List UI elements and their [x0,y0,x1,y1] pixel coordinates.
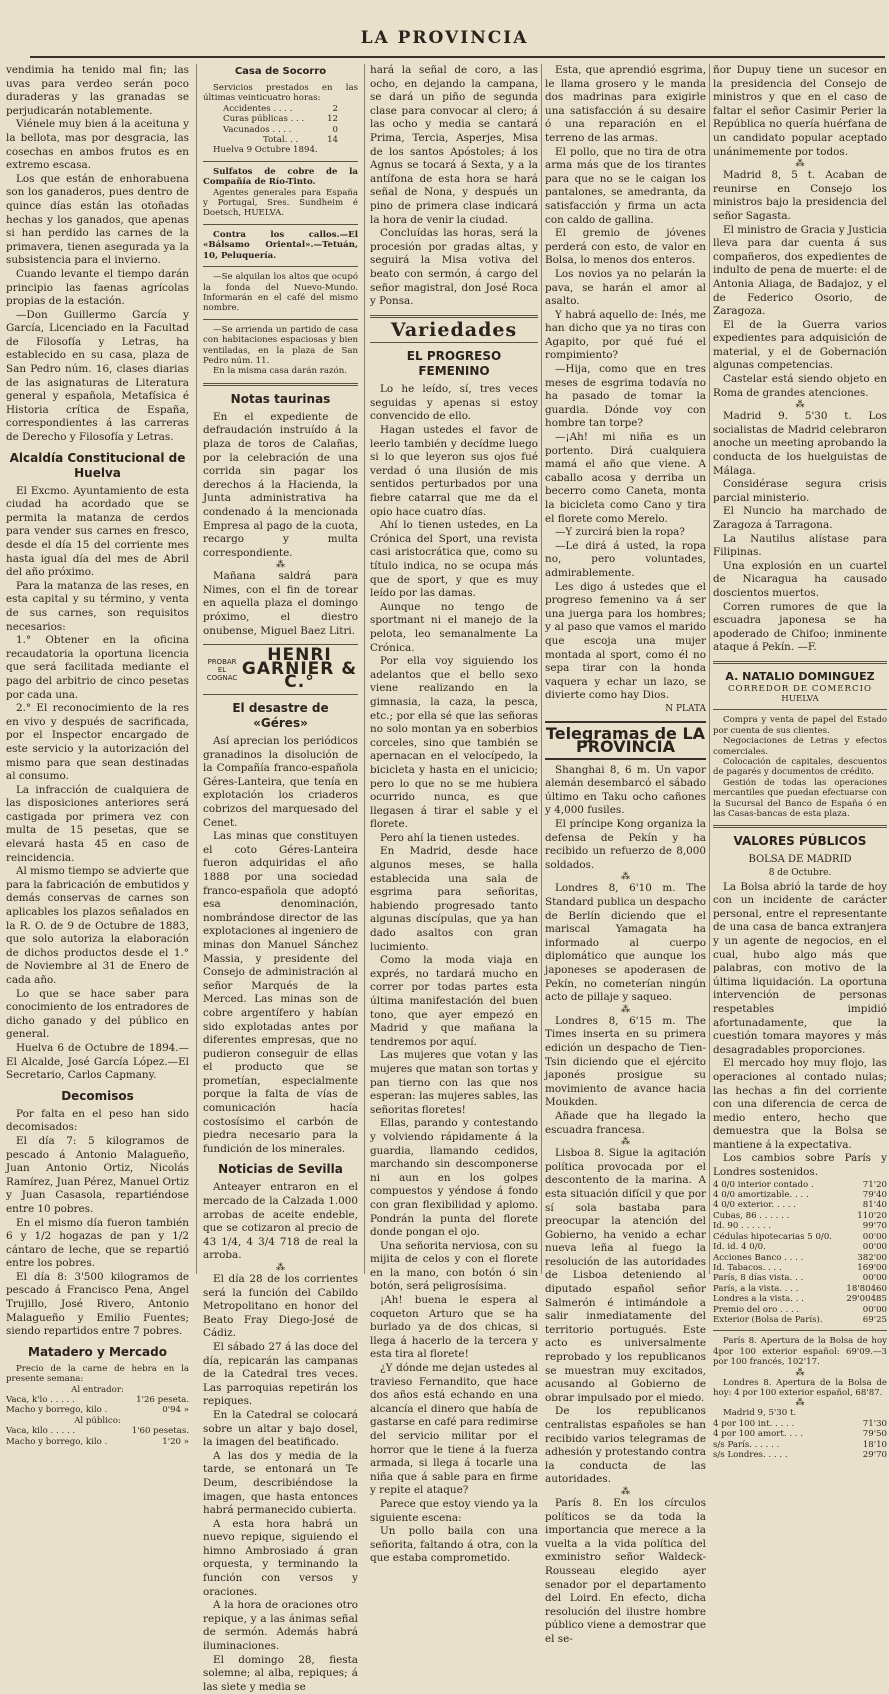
quote-label: Premio del oro . . . . [713,1304,800,1315]
paragraph: La Bolsa abrió la tarde de hoy con un incidente de carácter personal, entre el representante de una casa de banca extranjera y un agente de negocios, en el cual, hubo algo más que palabras, con motivo de la última liquidación. La oportuna intervención de personas respetables impidió afortunadamente, que la cuestión tomara mayores y más desagradables proporciones. [713,880,887,1056]
paragraph: Pero ahí la tienen ustedes. [380,831,520,844]
paragraph: Madrid 8, 5 t. Acaban de reunirse en Consejo los ministros bajo la presidencia del señor Sagasta. [713,169,887,222]
quote-row [713,1294,887,1304]
date: 8 de Octubre. [768,868,832,878]
paragraph: A la hora de oraciones otro repique, y a las ánimas señal de sermón. Además habrá iluminaciones. [203,1599,358,1653]
paragraph: Las mujeres que votan y las mujeres que matan son tortas y pan tierno con las que nos esperan: las mujeres sables, las señoritas floretes! [370,1049,538,1116]
paragraph: Ellas, parando y contestando y volviendo rápidamente á la guardia, llamando cedidos, marchando sin descomponerse ni aun en los golpes compuestos y yéndose á fondo con gran flexibilidad y aplomo. Pondrán la punta del florete donde pongan el ojo. [370,1117,538,1239]
quote-value: 00'00 [862,1242,887,1253]
quote-row [713,1242,887,1252]
quote-row [713,1190,887,1200]
separator-stars: ⁂ [621,1137,630,1148]
paragraph: Al mismo tiempo se advierte que para la fabricación de embutidos y demás conservas de carnes son aplicables los plazos señalados en la R. O. de 9 de Octubre de 1883, que solo autoriza la elaboración de dichos productos desde el 1.° de Noviembre al 31 de Enero de cada año. [6,865,189,986]
paragraph: Corren rumores de que la escuadra japonesa se ha apoderado de Chifoo; inminente ataque á Pekín. —F. [713,600,887,654]
quote-value: 71'20 [862,1179,887,1190]
section-heading: Notas taurinas [230,391,331,406]
paragraph: Londres 8. Apertura de la Bolsa de hoy: 4 por 100 exterior español, 68'87. [713,1377,887,1398]
divider [203,383,358,386]
paragraph: El príncipe Kong organiza la defensa de Pekín y ha recibido un refuerzo de 8,000 soldados. [545,818,706,871]
stat-row: Curas públicas . . . 12 [223,114,338,125]
paragraph: Y habrá aquello de: Inés, me han dicho que ya no tiras con Agapito, por qué fué el rompimiento? [545,308,706,362]
paragraph: 1.° Obtener en la oficina recaudatoria la oportuna licencia que será facilitada mediante el pago del arbitrio de cinco pesetas por cada una. [6,634,189,701]
paragraph: La Nautilus alístase para Filipinas. [713,532,887,559]
quote-value: 18'10 [862,1439,887,1450]
paragraph: El mercado hoy muy flojo, las operaciones al contado nulas; las hechas a fin del corriente con una diferencia de cerca de medio entero, hecho que demuestra que la Bolsa se mantiene á la expectativa. [713,1057,887,1151]
quote-label: Londres a la vista. . . [713,1294,804,1305]
quote-value: 29'70 [862,1450,887,1460]
paragraph: Gestión de todas las operaciones mercantiles que puedan efectuarse con la Sucursal del Banco de España ó en las Casas-bancas de esta plaza. [713,777,887,819]
ad-city: HUELVA [781,693,819,704]
quote-label: Id. 90 . . . . . . [713,1221,772,1232]
paragraph: vendimia ha tenido mal fin; las uvas para verdeo serán poco duraderas y las granadas se perjudicarán notablemente. [6,64,189,117]
paragraph: El domingo 28, fiesta solemne; al alba, repiques; á las siete y media se [203,1653,358,1693]
paragraph: El día 7: 5 kilogramos de pescado á Antonio Malagueño, Juan Antonio Ortiz, Nicolás Ramírez, Juan Pérez, Manuel Ortiz y Juan Casasola, repartiéndose entre 10 pobres. [6,1134,189,1215]
paragraph: Viénele muy bien á la aceituna y la bellota, mas por desgracia, las cosechas en ambos frutos es en extremo escasa. [6,118,189,172]
quote-label: 4 0/0 interior contado . [713,1179,814,1190]
paragraph: En la Catedral se colocará sobre un altar y bajo dosel, la imagen del beatificado. [203,1408,358,1449]
column-5 [713,64,887,1460]
quote-value: 81'40 [862,1200,887,1211]
quote-value: 110'20 [857,1210,887,1221]
stat-row: Accidentes . . . . 2 [223,103,338,114]
separator-stars: ⁂ [621,1486,630,1497]
quote-row [713,1263,887,1273]
divider [713,1330,887,1331]
quote-row [713,1440,887,1450]
column-divider [541,64,542,1274]
paragraph: Aunque no tengo de sportmant ni el manejo de la pelota, leo semanalmente La Crónica. [370,600,538,654]
paragraph: Servicios prestados en las últimas veinticuatro horas: [203,83,358,104]
section-heading: Noticias de Sevilla [218,1162,343,1177]
quote-value: 79'40 [862,1190,887,1201]
paragraph: Castelar está siendo objeto en Roma de grandes atenciones. [713,373,887,399]
paragraph: El de la Guerra varios expedientes para adquisición de material, y el de Gobernación algunas competencias. [713,318,887,372]
paragraph: París 8. Apertura de la Bolsa de hoy 4por 100 exterior español: 69'09.—3 por 100 francés, 102'17. [713,1336,887,1368]
paragraph: Lisboa 8. Sigue la agitación política provocada por el descontento de la marina. A esta situación difícil y que por sí sola bastaba para preocupar la atención del Gobierno, ha venido a echar nueva leña al fuego la resolución de las autoridades de Lisboa deteniendo al diputado español señor Salmerón é intimándole a salir inmediatamente del territorio portugués. Este acto es universalmente reprobado y los republicanos se muestran muy excitados, acusando al Gobierno de obrar impulsado por el miedo. [545,1147,706,1404]
price-row: Vaca, kilo . . . . . 1'60 pesetas. [6,1426,189,1437]
paragraph: El Nuncio ha marchado de Zaragoza á Tarragona. [713,505,887,531]
separator-stars: ⁂ [621,872,630,883]
paragraph: En el expediente de defraudación instruído á la plaza de toros de Calañas, por la celebración de una corrida sin pagar los derechos á la Hacienda, la Junta administrativa ha condenado á la mencionada Empresa al pago de la cuota, recargo y multa correspondiente. [203,410,358,559]
paragraph: Los cambios sobre París y Londres sostenidos. [713,1152,887,1179]
paragraph: Como la moda viaja en exprés, no tardará mucho en correr por todas partes esta última manifestación del buen tono, que ayer empezó en Madrid y que mañana la tendremos por aquí. [370,954,538,1048]
masthead [0,0,889,62]
divider [713,661,887,664]
paragraph: Compra y venta de papel del Estado por cuenta de sus clientes. [713,715,887,736]
paragraph: Añade que ha llegado la escuadra francesa. [545,1109,706,1136]
quote-label: Cédulas hipotecarias 5 0/0. [713,1231,833,1242]
paragraph: Lo he leído, sí, tres veces seguidas y apenas si estoy convencido de ello. [370,383,538,423]
section-heading: Matadero y Mercado [28,1344,167,1359]
paragraph: ñor Dupuy tiene un sucesor en la presidencia del Consejo de ministros y que en el caso de faltar el señor Casimir Perier la República no quería huérfana de un candidato popular aceptado unánimemente por todos. [713,64,887,158]
paragraph: Negociaciones de Letras y efectos comerciales. [713,736,887,757]
paragraph: Londres 8, 6'15 m. The Times inserta en su primera edición un despacho de Tien-Tsin diciendo que el ejército japonés prosigue su movimiento de avance hacia Moukden. [545,1014,706,1109]
quote-value: 79'50 [862,1429,887,1440]
stat-total: Total. . . 14 [263,135,338,146]
paragraph: —Se alquilan los altos que ocupó la fonda del Nuevo-Mundo. Informarán en el café del mismo nombre. [203,272,358,314]
divider [370,315,538,318]
divider [713,825,887,828]
ad-name: A. NATALIO DOMINGUEZ [725,669,875,683]
paragraph: Mañana saldrá para Nimes, con el fin de torear en aquella plaza el domingo próximo, el diestro onubense, Miguel Baez Litri. [203,570,358,637]
paragraph: Considérase segura crisis parcial ministerio. [713,478,887,504]
quote-label: Cubas, 86 . . . . . . [713,1210,790,1221]
paragraph: Contra los callos.—El «Bálsamo Oriental».—Tetuán, 10, Peluquería. [203,229,358,261]
paragraph: En Madrid, desde hace algunos meses, se halla establecida una sala de esgrima para señoritas, habiendo progresado tanto algunas discípulas, que ya han dado asaltos con gran lucimiento. [370,845,538,953]
paragraph: El sábado 27 á las doce del día, repicarán las campanas de la Catedral tres veces. Las parroquias repetirán los repiques. [203,1340,358,1408]
quote-label: Id. id. 4 0/0. [713,1242,766,1253]
paragraph: Cuando levante el tiempo darán principio las faenas agrícolas propias de la estación. [6,267,189,308]
separator-stars: ⁂ [795,1398,805,1409]
quote-row [713,1429,887,1439]
column-2 [203,64,358,1693]
quotes-table [713,1419,887,1461]
subheading: Al entrador: [71,1384,124,1395]
paragraph: Los novios ya no pelarán la pava, se harán el amor al asalto. [545,267,706,308]
quote-label: 4 0/0 amortizable. . . . [713,1190,809,1201]
column-1 [6,64,189,1447]
section-heading: VALORES PÚBLICOS [733,834,867,849]
quote-value: 00'00 [862,1231,887,1242]
quote-label: Id. Tabacos. . . . [713,1262,782,1273]
paragraph: Colocación de capitales, descuentos de pagarés y documentos de crédito. [713,756,887,778]
paragraph: Para la matanza de las reses, en esta capital y su término, y venta de sus carnes, son requisitos necesarios: [6,579,189,633]
paragraph: París 8. En los círculos políticos se da toda la importancia que merece a la vuelta a la vida política del exministro señor Waldeck-Rousseau elegido ayer senador por el departamento del Loird. En efecto, dicha resolución del ilustre hombre público viene a demostrar que el se- [545,1496,706,1645]
quote-label: Exterior (Bolsa de París). [713,1314,823,1325]
paragraph: Así aprecian los periódicos granadinos la disolución de la Compañía franco-española Géres-Lanteira, que tenía en explotación los criaderos cobrizos del marquesado del Cenet. [203,735,358,829]
paragraph: El día 8: 3'500 kilogramos de pescado á Francisco Pena, Angel Trujillo, José Rivero, Antonio Malagueño y Emilio Fuentes; siendo repartidos entre 7 pobres. [6,1270,189,1338]
paragraph: Una señorita nerviosa, con su mijita de celos y con el florete en la mano, con botón ó sin botón, será peligrosísima. [370,1239,538,1293]
paragraph: En el mismo día fueron también 6 y 1/2 hogazas de pan y 1/2 cántaro de leche, que se repartió entre los pobres. [6,1216,189,1270]
paragraph: Por ella voy siguiendo los adelantos que el bello sexo viene realizando en la gimnasia, la caza, la pesca, etc.; por ella sé que las señoras no solo montan ya en soberbios corceles, sino que también se apernacan en el velocípedo, la bicicleta y hasta en el unicicio; pero lo que no se me hubiera ocurrido nunca, es que llegasen á tirar el sable y el florete. [370,655,538,831]
quote-label: s/s París. . . . . . [713,1439,780,1450]
paragraph: Les digo á ustedes que el progreso femenino va á ser una juerga para los hombres; y al paso que vamos el marido que escoja una mujer montada al sport, como él no sepa tirar con la honda vaquera y echar un lazo, se divierte como hay Dios. [545,580,706,702]
paragraph: hará la señal de coro, a las ocho, en dejando la campana, se dará un piño de segunda clase para convocar al clero; á las ocho y media se cantará Prima, Tercia, Asperjes, Misa de los santos Apóstoles; á los Agnus se tocará á Sexta, y a la antífona de esta hora se hará señal de Nona, y después un pino de primera clase indicará la hora de venir la ciudad. [370,64,538,226]
quote-row [713,1450,887,1460]
divider [203,224,358,225]
quote-label: s/s Londres. . . . . [713,1450,788,1460]
separator-stars: ⁂ [276,560,285,571]
quote-value: 29'00485 [846,1294,887,1305]
garnier-ad [203,644,358,695]
paragraph: El día 28 de los corrientes será la función del Cabildo Metropolitano en honor del Beato Fray Diego-José de Cádiz. [203,1273,358,1340]
paragraph: Madrid 9, 5'30 t. [723,1408,797,1419]
paragraph: Precio de la carne de hebra en la presente semana: [6,1363,189,1385]
paragraph: Un pollo baila con una señorita, faltando á otra, con la que estaba comprometido. [370,1525,538,1565]
quote-value: 69'25 [862,1314,887,1325]
ad-tag: PROBAR EL COGNAC [206,657,238,682]
paragraph: Concluídas las horas, será la procesión por gradas altas, y seguirá la Misa votiva del beato con sermón, á cargo del señor magistral, don José Roca y Ponsa. [370,227,538,308]
paragraph: Hagan ustedes el favor de leerlo también y decídme luego si lo que leyeron sus ojos fué verdad ó una ilusión de mis sentidos perturbados por una fiebre catarral que me da el opio hace cuatro días. [370,424,538,518]
telegram-heading: Telegramas de LA PROVINCIA [545,721,706,760]
quote-value: 71'30 [862,1418,887,1429]
quote-row [713,1180,887,1190]
paragraph: Londres 8, 6'10 m. The Standard publica un despacho de Berlín diciendo que el mariscal Yamagata ha informado al cuerpo diplomático que aunque los japoneses se apoderasen de Pekín, no cometerían ningún acto de pillaje y saqueo. [545,882,706,1004]
quote-label: 4 por 100 amort. . . . [713,1429,803,1440]
stat-row: Vacunados . . . . 0 [223,124,338,135]
paragraph: Madrid 9. 5'30 t. Los socialistas de Madrid celebraron anoche un meeting aprobando la conducta de los huelguistas de Málaga. [713,410,887,477]
article-title: EL PROGRESO FEMENINO [406,349,502,379]
section-heading: Decomisos [61,1088,134,1103]
divider [203,266,358,267]
paragraph: Los que están de enhorabuena son los ganaderos, pues dentro de quince días están las otoñadas hechas y los ganados, que apenas si han perdido las carnes de la primavera, tienen asegurada ya la subsistencia para el invierno. [6,172,189,267]
paragraph: A las dos y media de la tarde, se entonará un Te Deum, describiéndose la imagen, que hasta entonces habrá permanecido cubierta. [203,1449,358,1517]
divider [370,342,538,343]
subheading: Al público: [74,1415,121,1426]
separator-stars: ⁂ [276,1263,285,1273]
paragraph: La infracción de cualquiera de las disposiciones anteriores será castigada por primera vez con multa de 15 pesetas, que se elevará hasta 45 en caso de reincidencia. [6,783,189,864]
paragraph: El pollo, que no tira de otra arma más que de los tirantes para que no se le caigan los pantalones, se amedranta, da satisfacción y firma un acta con caldo de gallina. [545,145,706,226]
paragraph: En la misma casa darán razón. [213,366,347,377]
section-heading: Variedades [390,318,518,341]
paragraph: Las minas que constituyen el coto Géres-Lanteira fueron adquiridas el año 1888 por una sociedad franco-española que adoptó esa denominación, nombrándose director de las explotaciones al ingeniero de minas don Manuel Sánchez Massia, y presidente del Consejo de administración al señor Marqués de la Merced. Las minas son de cobre argentífero y habían sido explotadas antes por diferentes empresas, que no pudieron conseguir de ellas el producto que se prometían, especialmente porque la falta de vías de comunicación hacía costosísimo el carbón de piedra necesario para la fundición de los minerales. [203,830,358,1155]
paragraph: —Se arrienda un partido de casa con habitaciones espaciosas y bien ventiladas, en la plaza de San Pedro núm. 11. [203,324,358,366]
quote-label: 4 0/0 exterior. . . . . [713,1200,797,1211]
price-row: Macho y borrego, kilo . 0'94 » [6,1405,189,1416]
quote-row [713,1200,887,1210]
quote-value: 382'00 [857,1252,887,1263]
separator-stars: ⁂ [621,1004,630,1015]
quote-row [713,1211,887,1221]
paragraph: Huelva 6 de Octubre de 1894.— El Alcalde, José García López.—El Secretario, Carlos Capmany. [6,1041,189,1082]
column-4 [545,64,706,1645]
separator-stars: ⁂ [795,400,805,411]
paragraph: Ahí lo tienen ustedes, en La Crónica del Sport, una revista casi aristocrática que, como su título indica, no se ocupa más que de sport, y que es muy leído por las damas. [370,519,538,600]
quote-row [713,1284,887,1294]
newspaper-title: LA PROVINCIA [360,28,529,48]
quotes-table [713,1180,887,1326]
paragraph: —Don Guillermo García y García, Licenciado en la Facultad de Filosofía y Letras, ha establecido en su casa, plaza de San Pedro núm. 16, clases diarias de las asignaturas de Literatura general y española, Metafísica é Historia crítica de España, correspondientes á las carreras de Derecho y Filosofía y Letras. [6,308,189,444]
quote-label: Acciones Banco . . . . [713,1252,804,1263]
paragraph: Por falta en el peso han sido decomisados: [6,1107,189,1134]
paragraph: Huelva 9 Octubre 1894. [213,145,318,156]
paragraph: 2.° El reconocimiento de la res en vivo y después de sacrificada, por el Inspector encargado de este servicio y la autorización del mismo para que sean destinadas al consumo. [6,702,189,783]
paragraph: ¡Ah! buena le espera al coqueton Arturo que se ha burlado ya de dos chicas, si llega á hacerlo de la tercera y esta tira al florete! [370,1294,538,1361]
quote-row [713,1305,887,1315]
paragraph: El ministro de Gracia y Justicia lleva para dar cuenta á sus compañeros, dos expedientes de indulto de pena de muerte: el de Antonia Aliaga, de Badajoz, y el de Federico Osorio, de Zaragoza. [713,223,887,318]
signature: N PLATA [665,703,706,714]
paragraph: Shanghai 8, 6 m. Un vapor alemán desembarcó el sábado último en Taku ocho cañones y 4,000 fusiles. [545,763,706,817]
quote-label: París, 8 días vista. . . [713,1273,804,1284]
column-divider [196,64,197,1274]
quote-value: 00'00 [862,1304,887,1315]
paragraph: —Hija, como que en tres meses de esgrima todavía no ha pasado de tomar la guardia. Dónde voy con hombre tan torpe? [545,363,706,430]
quote-row [713,1315,887,1325]
ad-brand: HENRI GARNIER & C.° [241,645,358,693]
paragraph: El gremio de jóvenes perderá con esto, de valor en Bolsa, lo menos dos enteros. [545,227,706,267]
paragraph: Esta, que aprendió esgrima, le llama grosero y le manda dos madrinas para exigirle una satisfacción á su desaire ó una reparación en el terreno de las armas. [545,64,706,144]
quote-row [713,1419,887,1429]
paragraph: El Excmo. Ayuntamiento de esta ciudad ha acordado que se permita la matanza de cerdos para vender sus carnes en fresco, desde el día 15 del corriente mes hasta igual día del mes de Abril del año próximo. [6,484,189,579]
column-divider [709,64,710,1274]
separator-stars: ⁂ [795,1367,805,1378]
paragraph: —Le dirá á usted, la ropa no, pero voluntades, admirablemente. [545,539,706,579]
paragraph: A esta hora habrá un nuevo repique, siguiendo el himno Ambrosiado á gran orquesta, y terminando la función con versos y oraciones. [203,1517,358,1598]
paragraph: Anteayer entraron en el mercado de la Calzada 1.000 arrobas de aceite endeble, que se cotizaron al precio de 43 1/4, 4 3/4 718 de real la arroba. [203,1181,358,1262]
masthead-rule [30,56,885,58]
quote-value: 169'00 [857,1262,887,1273]
subheading: BOLSA DE MADRID [748,854,852,866]
paragraph: De los republicanos centralistas españoles se han recibido varios telegramas de adhesión y protestando contra la conducta de las autoridades. [545,1405,706,1486]
paragraph: —Y zurcirá bien la ropa? [555,526,685,539]
column-3 [370,64,538,1565]
paragraph: Agentes generales para España y Portugal, Sres. Sundheim é Doetsch, HUELVA. [203,187,358,219]
paragraph: Lo que se hace saber para conocimiento de los entradores de dicho ganado y del público en general. [6,987,189,1041]
paragraph: ¿Y dónde me dejan ustedes al travieso Fernandito, que hace dos años está echando en una alcancía el dinero que había de gastarse en café para redimirse del servicio militar por el horror que le tiene á la fuerza armada, si llega á tocarle una niña que á sable para en firme y repite el ataque? [370,1362,538,1497]
section-heading: El desastre de «Géres» [232,701,329,731]
paragraph: Parece que estoy viendo ya la siguiente escena: [370,1497,538,1524]
price-row: Vaca, k'lo . . . . . 1'26 peseta. [6,1395,189,1406]
quote-row [713,1253,887,1263]
separator-stars: ⁂ [795,159,805,170]
column-divider [364,64,365,1274]
divider [713,709,887,710]
section-heading: Alcaldía Constitucional de Huelva [9,450,186,480]
section-heading: Casa de Socorro [234,66,327,77]
divider [203,161,358,162]
paragraph: Una explosión en un cuartel de Nicaragua ha causado doscientos muertos. [713,559,887,599]
quote-label: París, a la vista. . . . [713,1283,799,1294]
quote-row [713,1232,887,1242]
ad-subtitle: CORREDOR DE COMERCIO [727,683,873,694]
quote-label: 4 por 100 int. . . . . [713,1418,795,1429]
paragraph: Sulfatos de cobre de la Compañía de Río-Tinto. [203,166,358,188]
divider [203,319,358,320]
quote-value: 18'80460 [846,1283,887,1294]
quote-value: 99'70 [862,1221,887,1232]
quote-row [713,1273,887,1283]
price-row: Macho y borrego, kilo . 1'20 » [6,1436,189,1447]
quote-row [713,1221,887,1231]
paragraph: —¡Ah! mi niña es un portento. Dirá cualquiera mamá el año que viene. A caballo acosa y derriba un becerro como Caneta, monta la bicicleta como Cano y tira el florete como Merelo. [545,431,706,525]
quote-value: 00'00 [862,1273,887,1284]
